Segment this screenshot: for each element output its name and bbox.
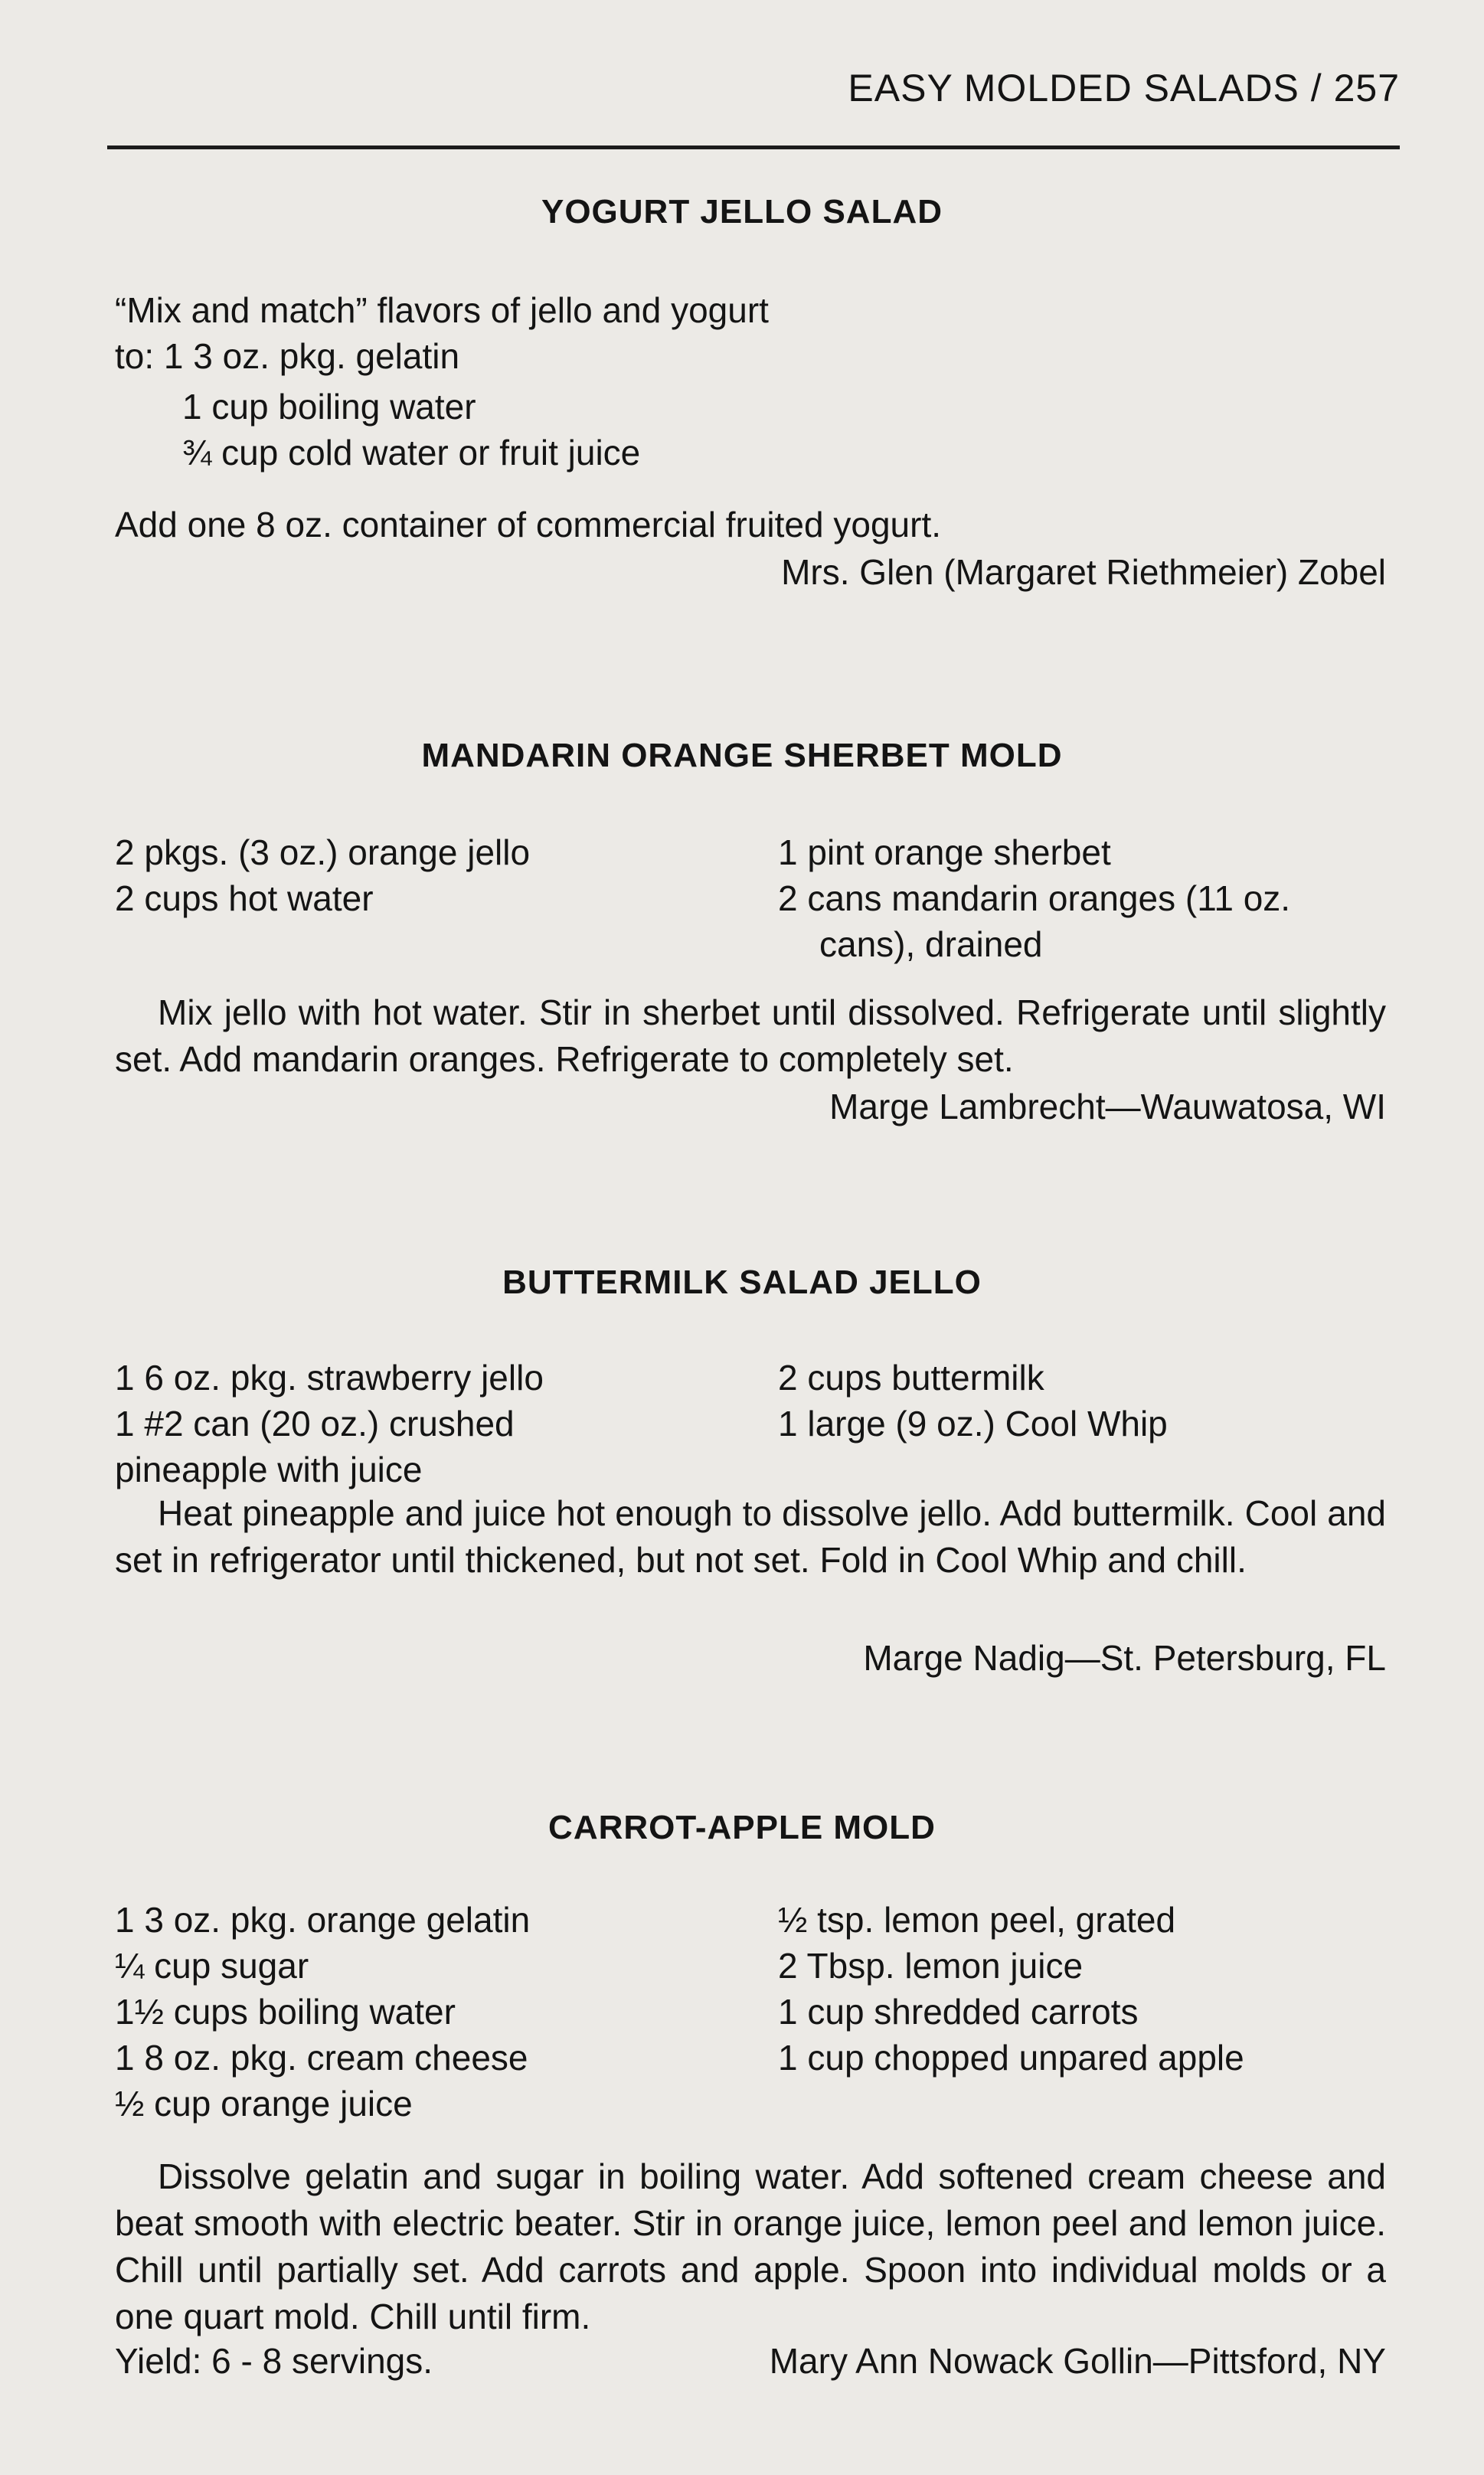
ingredient: 1 8 oz. pkg. cream cheese [115,2038,528,2078]
recipe-credit: Mary Ann Nowack Gollin—Pittsford, NY [769,2341,1386,2381]
recipe-title: BUTTERMILK SALAD JELLO [502,1264,982,1301]
recipe-title: YOGURT JELLO SALAD [541,193,943,230]
ingredient: 1 cup shredded carrots [778,1992,1139,2032]
recipe-line: 1 cup boiling water [182,387,476,427]
ingredient: 1½ cups boiling water [115,1992,456,2032]
ingredient: 2 cups hot water [115,878,374,918]
recipe-title: CARROT-APPLE MOLD [548,1809,936,1846]
recipe-directions: Mix jello with hot water. Stir in sherbet until dissolved. Refrigerate until slightly set. Add mandarin oranges. Refrigerate to completely set. [115,992,1386,1079]
recipe-credit: Mrs. Glen (Margaret Riethmeier) Zobel [781,552,1386,592]
ingredient: ½ cup orange juice [115,2084,413,2124]
ingredient: pineapple with juice [115,1450,423,1489]
recipe-credit: Marge Lambrecht—Wauwatosa, WI [829,1087,1386,1126]
recipe-directions: Dissolve gelatin and sugar in boiling water. Add softened cream cheese and beat smooth with electric beater. Stir in orange juice, lemon peel and lemon juice. Chill until partially set. Add carrots and apple. Spoon into individual molds or a one quart mold. Chill until firm. [115,2156,1386,2336]
recipe-line: “Mix and match” flavors of jello and yogurt [115,290,769,330]
ingredient: 1 pint orange sherbet [778,832,1111,872]
recipe-line: Add one 8 oz. container of commercial fruited yogurt. [115,505,942,544]
recipe-title: MANDARIN ORANGE SHERBET MOLD [421,737,1063,774]
ingredient: 1 cup chopped unpared apple [778,2038,1244,2078]
ingredient: cans), drained [819,924,1043,964]
ingredient: 1 6 oz. pkg. strawberry jello [115,1358,544,1398]
recipe-credit: Marge Nadig—St. Petersburg, FL [863,1638,1386,1678]
ingredient: 1 3 oz. pkg. orange gelatin [115,1900,531,1940]
ingredient: 2 cans mandarin oranges (11 oz. [778,878,1291,918]
ingredient: ½ tsp. lemon peel, grated [778,1900,1176,1940]
ingredient: ¼ cup sugar [115,1946,309,1986]
recipe-directions: Heat pineapple and juice hot enough to dissolve jello. Add buttermilk. Cool and set in refrigerator until thickened, but not set. Fold in Cool Whip and chill. [115,1493,1386,1580]
ingredient: 2 pkgs. (3 oz.) orange jello [115,832,531,872]
running-head: EASY MOLDED SALADS / 257 [848,67,1400,110]
recipe-line: ¾ cup cold water or fruit juice [182,433,641,472]
recipe-yield: Yield: 6 - 8 servings. [115,2341,433,2381]
ingredient: 1 #2 can (20 oz.) crushed [115,1404,515,1443]
yield-credit-line [115,2340,1386,2382]
recipe-line: to: 1 3 oz. pkg. gelatin [115,336,460,376]
ingredient: 2 cups buttermilk [778,1358,1044,1398]
ingredient: 2 Tbsp. lemon juice [778,1946,1084,1986]
ingredient: 1 large (9 oz.) Cool Whip [778,1404,1168,1443]
header-rule [107,145,1400,149]
